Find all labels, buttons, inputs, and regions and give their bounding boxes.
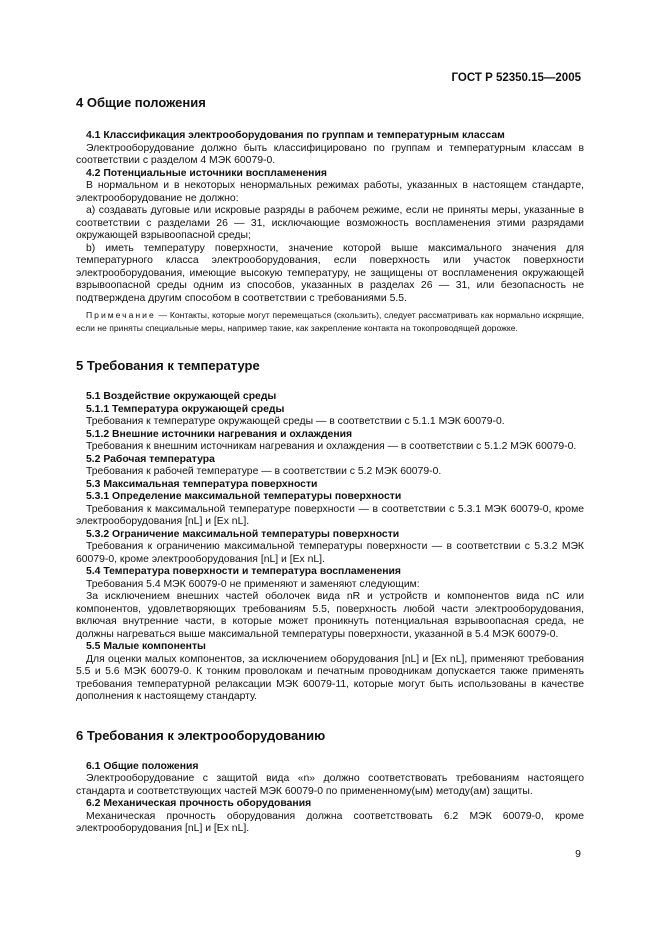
section-6-title: 6 Требования к электрооборудованию	[76, 727, 326, 743]
subsection-6-2-heading: 6.2 Механическая прочность оборудования	[86, 798, 312, 809]
paragraph-5-3-2: Требования к ограничению максимальной температуры поверхности — в соответствии с 5.3.2 МЭК 60079-0, кроме электрооборудования [nL] и [Ex nL].	[76, 541, 584, 565]
page-number: 9	[575, 848, 581, 860]
paragraph-4-2: В нормальном и в некоторых ненормальных режимах работы, указанных в настоящем стандарте, электрооборудование не должно:	[76, 180, 584, 204]
page-content	[76, 95, 584, 836]
subsection-5-1-heading: 5.1 Воздействие окружающей среды	[86, 391, 277, 402]
paragraph-5-1-1: Требования к температуре окружающей среды — в соответствии с 5.1.1 МЭК 60079-0.	[86, 416, 505, 427]
note-label: Примечание	[86, 310, 156, 320]
paragraph-5-4-b: За исключением внешних частей оболочек вида nR и устройств и компонентов вида nC или компонентов, удовлетворяющих требованиям 5.5, поверхность любой части электрооборудования, включая внутренние части, в которые может проникнуть потенциальная взрывоопасная среда, не должны нагреваться выше максимальной температуры поверхности, указанной в 5.4 МЭК 60079-0.	[76, 591, 584, 640]
subsection-5-4-heading: 5.4 Температура поверхности и температура воспламенения	[86, 566, 401, 577]
document-id-header: ГОСТ Р 52350.15—2005	[451, 72, 581, 84]
paragraph-5-3-1: Требования к максимальной температуре поверхности — в соответствии с 5.3.1 МЭК 60079-0, кроме электрооборудования [nL] и [Ex nL].	[76, 503, 584, 527]
subsection-4-2-heading: 4.2 Потенциальные источники воспламенения	[86, 167, 327, 179]
paragraph-5-1-2: Требования к внешним источникам нагревания и охлаждения — в соответствии с 5.1.2 МЭК 60079-0.	[86, 441, 577, 452]
subsection-5-3-1-heading: 5.3.1 Определение максимальной температуры поверхности	[86, 491, 402, 502]
paragraph-4-2-a: a) создавать дуговые или искровые разряды в рабочем режиме, если не приняты меры, указанные в соответствии с разделами 26 — 31, исключающие возможность воспламенения этими разрядами окружающей взрывоопасной среды;	[76, 205, 584, 241]
paragraph-5-5: Для оценки малых компонентов, за исключением оборудования [nL] и [Ex nL], применяют требования 5.5 и 5.6 МЭК 60079-0. К тонким проволокам и печатным проводникам допускается также применять требования температурной релаксации МЭК 60079-11, которые могут быть использованы в качестве дополнения к настоящему стандарту.	[76, 653, 584, 702]
paragraph-5-2: Требования к рабочей температуре — в соответствии с 5.2 МЭК 60079-0.	[86, 466, 442, 477]
note-text: — Контакты, которые могут перемещаться (скользить), следует рассматривать как нормально искрящие, если не приняты специальные меры, например такие, как закрепление контакта на токопроводящей дорожке.	[76, 310, 584, 333]
subsection-5-3-2-heading: 5.3.2 Ограничение максимальной температуры поверхности	[86, 528, 400, 540]
paragraph-5-4-a: Требования 5.4 МЭК 60079-0 не применяют и заменяют следующим:	[86, 578, 420, 590]
subsection-5-3-heading: 5.3 Максимальная температура поверхности	[86, 478, 318, 490]
subsection-6-1-heading: 6.1 Общие положения	[86, 760, 199, 772]
subsection-5-5-heading: 5.5 Малые компоненты	[86, 641, 206, 652]
note	[76, 309, 584, 334]
subsection-5-1-2-heading: 5.1.2 Внешние источники нагревания и охлаждения	[86, 428, 353, 440]
section-5-title: 5 Требования к температуре	[76, 358, 260, 373]
paragraph-6-2: Механическая прочность оборудования должна соответствовать 6.2 МЭК 60079-0, кроме электрооборудования [nL] и [Ex nL].	[76, 810, 584, 834]
subsection-5-1-1-heading: 5.1.1 Температура окружающей среды	[86, 403, 285, 415]
subsection-4-1-heading: 4.1 Классификация электрооборудования по группам и температурным классам	[86, 130, 505, 141]
paragraph-6-1: Электрооборудование с защитой вида «n» должно соответствовать требованиям настоящего стандарта и соответствующих частей МЭК 60079-0 по примененному(ым) методу(ам) защиты.	[76, 773, 584, 797]
paragraph-4-1: Электрооборудование должно быть классифицировано по группам и температурным классам в соответствии с разделом 4 МЭК 60079-0.	[76, 142, 584, 166]
subsection-5-2-heading: 5.2 Рабочая температура	[86, 453, 215, 465]
section-4-title: 4 Общие положения	[76, 95, 206, 110]
paragraph-4-2-b: b) иметь температуру поверхности, значение которой выше максимального значения для температурного класса электрооборудования, если поверхность или участок поверхности электрооборудования, имеющие высокую температуру, не защищены от воспламенения окружающей взрывоопасной среды одним из способов, указанных в разделах 26 — 31, или безопасность не подтверждена другим способом в соответствии с требованиями 5.5.	[76, 242, 584, 304]
